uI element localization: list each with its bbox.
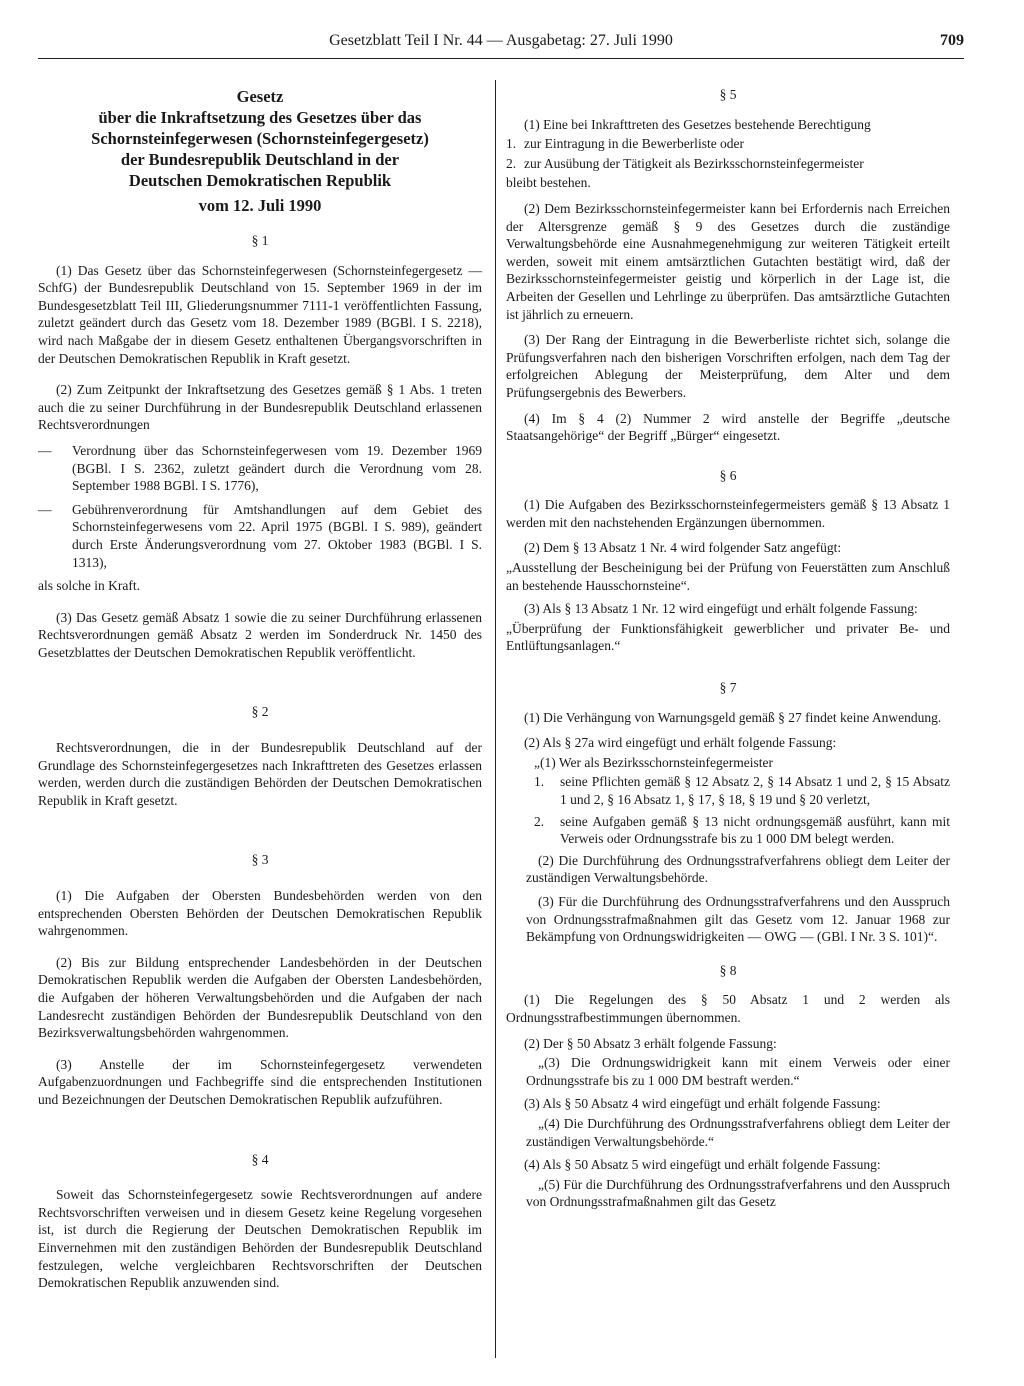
s7-quote-item-text: seine Pflichten gemäß § 12 Absatz 2, § 14 Absatz 1 und 2, § 15 Absatz 1 und 2, § 16 Absatz 1, § 17, § 18, § 19 und § 20 verletzt, bbox=[560, 774, 950, 807]
s1-paragraph-3: (3) Das Gesetz gemäß Absatz 1 sowie die zu seiner Durchführung erlassenen Rechtsverordnungen gemäß Absatz 2 werden im Sonderdruck Nr. 1450 des Gesetzblattes der Deutschen Demokratischen Republik veröffentlicht. bbox=[38, 609, 482, 660]
s6-paragraph-3: (3) Als § 13 Absatz 1 Nr. 12 wird eingefügt und erhält folgende Fassung: bbox=[524, 601, 918, 617]
s7-quote-3: (3) Für die Durchführung des Ordnungsstrafverfahrens und den Ausspruch von Ordnungsstrafmaßnahmen gilt das Gesetz vom 12. Januar 1968 zur Bekämpfung von Ordnungswidrigkeiten — OWG — (GBl. I Nr. 3 S. 101)“. bbox=[526, 893, 950, 945]
s3-paragraph-2: (2) Bis zur Bildung entsprechender Landesbehörden in der Deutschen Demokratischen Republik werden die Aufgaben der Obersten Landesbehörden, die Aufgaben der höheren Verwaltungsbehörden und die Aufgaben der nach Landesrecht zuständigen Behörden der Bundesrepublik Deutschland von den Bezirksverwaltungsbehörden wahrgenommen. bbox=[38, 954, 482, 1041]
s5-paragraph-4: (4) Im § 4 (2) Nummer 2 wird anstelle der Begriffe „deutsche Staatsangehörige“ der Begriff „Bürger“ eingesetzt. bbox=[506, 410, 950, 444]
s1-list-item bbox=[38, 442, 482, 495]
s5-after-list: bleibt bestehen. bbox=[506, 175, 591, 191]
s7-quote-item bbox=[534, 773, 950, 808]
law-title-line: der Bundesrepublik Deutschland in der bbox=[120, 150, 400, 169]
s3-paragraph-3: (3) Anstelle der im Schornsteinfegergesetz verwendeten Aufgabenzuordnungen und Fachbegriffe sind die entsprechenden Institutionen und Bezeichnungen der Deutschen Demokratischen Republik aufzuführen. bbox=[38, 1056, 482, 1107]
left-column bbox=[38, 78, 482, 1300]
right-column bbox=[506, 78, 950, 1217]
s6-quote-2: „Ausstellung der Bescheinigung bei der Prüfung von Feuerstätten zum Anschluß an bestehende Hausschornsteine“. bbox=[506, 560, 950, 593]
s7-quote-item-text: seine Aufgaben gemäß § 13 nicht ordnungsgemäß ausführt, kann mit Verweis oder Ordnungsstrafe bis zu 1 000 DM belegt werden. bbox=[560, 813, 950, 847]
s1-list-item bbox=[38, 501, 482, 571]
section-7-heading: § 7 bbox=[719, 680, 737, 696]
gazette-title: Gesetzblatt Teil I Nr. 44 — Ausgabetag: 27. Juli 1990 bbox=[329, 32, 673, 49]
item-number: 2. bbox=[534, 813, 545, 829]
s5-item-text: zur Ausübung der Tätigkeit als Bezirksschornsteinfegermeister bbox=[524, 155, 864, 171]
s8-paragraph-4: (4) Als § 50 Absatz 5 wird eingefügt und erhält folgende Fassung: bbox=[524, 1157, 881, 1173]
item-number: 1. bbox=[506, 136, 517, 152]
section-5-heading: § 5 bbox=[719, 87, 737, 102]
s7-quote-item bbox=[534, 813, 950, 848]
dash-marker: — bbox=[38, 501, 52, 517]
s8-quote-3: „(4) Die Durchführung des Ordnungsstrafverfahrens obliegt dem Leiter der zuständigen Verwaltungsbehörde.“ bbox=[526, 1115, 950, 1149]
s1-paragraph-2: (2) Zum Zeitpunkt der Inkraftsetzung des Gesetzes gemäß § 1 Abs. 1 treten auch die zu seiner Durchführung in der Bundesrepublik Deutschland erlassenen Rechtsverordnungen bbox=[38, 382, 482, 433]
s5-list-item bbox=[506, 135, 950, 153]
s8-quote-2: „(3) Die Ordnungswidrigkeit kann mit einem Verweis oder einer Ordnungsstrafe bis zu 1 000 DM bestraft werden.“ bbox=[526, 1055, 950, 1088]
s6-quote-3: „Überprüfung der Funktionsfähigkeit gewerblicher und privater Be- und Entlüftungsanlagen.“ bbox=[506, 620, 950, 654]
section-4-heading: § 4 bbox=[251, 1151, 269, 1167]
s7-paragraph-1: (1) Die Verhängung von Warnungsgeld gemäß § 27 findet keine Anwendung. bbox=[524, 709, 942, 725]
page-number: 709 bbox=[940, 32, 964, 49]
s1-paragraph-1: (1) Das Gesetz über das Schornsteinfegerwesen (Schornsteinfegergesetz — SchfG) der Bundesrepublik Deutschland von 15. September 1969 in der im Bundesgesetzblatt Teil III, Gliederungsnummer 7111-1 veröffentlichten Fassung, zuletzt geändert durch das Gesetz vom 18. Dezember 1989 (BGBl. I S. 2218), wird nach Maßgabe der in diesem Gesetz enthaltenen Übergangsvorschriften in der Deutschen Demokratischen Republik in Kraft gesetzt. bbox=[38, 262, 482, 366]
s3-paragraph-1: (1) Die Aufgaben der Obersten Bundesbehörden werden von den entsprechenden Obersten Behörden der Deutschen Demokratischen Republik wahrgenommen. bbox=[38, 888, 482, 939]
item-number: 2. bbox=[506, 155, 517, 171]
s1-item-text: Gebührenverordnung für Amtshandlungen auf dem Gebiet des Schornsteinfegerwesens vom 22. April 1975 (BGBl. I S. 989), geändert durch Erste Änderungsverordnung vom 27. Oktober 1983 (BGBl. I S. 1313), bbox=[72, 501, 482, 570]
s7-paragraph-2: (2) Als § 27a wird eingefügt und erhält folgende Fassung: bbox=[524, 735, 837, 751]
s8-quote-4: „(5) Für die Durchführung des Ordnungsstrafverfahrens und den Ausspruch von Ordnungsstrafmaßnahmen gilt das Gesetz bbox=[526, 1176, 950, 1210]
s5-paragraph-1: (1) Eine bei Inkrafttreten des Gesetzes bestehende Berechtigung bbox=[524, 116, 871, 132]
s1-item-text: Verordnung über das Schornsteinfegerwesen vom 19. Dezember 1969 (BGBl. I S. 2362, zuletzt geändert durch die Verordnung vom 28. September 1988 BGBl. I S. 1776), bbox=[72, 442, 482, 494]
column-divider bbox=[495, 80, 496, 1358]
s5-list-item bbox=[506, 155, 950, 173]
law-date: vom 12. Juli 1990 bbox=[198, 196, 322, 215]
s5-item-text: zur Eintragung in die Bewerberliste oder bbox=[524, 136, 745, 152]
law-title-line: Deutschen Demokratischen Republik bbox=[128, 171, 392, 190]
section-3-heading: § 3 bbox=[251, 852, 269, 868]
dash-marker: — bbox=[38, 442, 52, 458]
s6-paragraph-1: (1) Die Aufgaben des Bezirksschornsteinfegermeisters gemäß § 13 Absatz 1 werden mit den nachstehenden Ergänzungen übernommen. bbox=[506, 497, 950, 530]
s1-after-list: als solche in Kraft. bbox=[38, 578, 140, 594]
law-title-line: Schornsteinfegerwesen (Schornsteinfegergesetz) bbox=[91, 129, 429, 148]
section-6-heading: § 6 bbox=[719, 467, 737, 483]
s7-quote-2: (2) Die Durchführung des Ordnungsstrafverfahrens obliegt dem Leiter der zuständigen Verwaltungsbehörde. bbox=[526, 852, 950, 886]
item-number: 1. bbox=[534, 774, 545, 790]
s5-paragraph-2: (2) Dem Bezirksschornsteinfegermeister kann bei Erfordernis nach Erreichen der Altersgrenze gemäß § 9 des Gesetzes durch die zuständige Verwaltungsbehörde eine Ausnahmegenehmigung zur weiteren Tätigkeit erteilt werden, soweit mit einem amtsärztlichen Gutachten bestätigt wird, daß der Bezirksschornsteinfegermeister geistig und körperlich in der Lage ist, die Arbeiten der Gesellen und Lehrlinge zu überprüfen. Das amtsärztliche Gutachten ist jährlich zu erneuern. bbox=[506, 200, 950, 322]
section-8-heading: § 8 bbox=[719, 962, 737, 978]
law-title-line: über die Inkraftsetzung des Gesetzes über das bbox=[98, 108, 422, 127]
s4-paragraph-1: Soweit das Schornsteinfegergesetz sowie Rechtsverordnungen auf andere Rechtsvorschriften verweisen und in diesem Gesetz keine Regelung vorgesehen ist, ist durch die Regierung der Deutschen Demokratischen Republik im Einvernehmen mit den zuständigen Behörden der Bundesrepublik Deutschland festzulegen, welche vergleichbaren Rechtsvorschriften der Deutschen Demokratischen Republik anzuwenden sind. bbox=[38, 1187, 482, 1291]
law-title bbox=[38, 86, 482, 216]
s8-paragraph-1: (1) Die Regelungen des § 50 Absatz 1 und 2 werden als Ordnungsstrafbestimmungen übernommen. bbox=[506, 992, 950, 1025]
section-2-heading: § 2 bbox=[251, 704, 269, 720]
s7-quote-intro: „(1) Wer als Bezirksschornsteinfegermeister bbox=[534, 754, 773, 770]
s6-paragraph-2: (2) Dem § 13 Absatz 1 Nr. 4 wird folgender Satz angefügt: bbox=[524, 540, 842, 556]
s8-paragraph-3: (3) Als § 50 Absatz 4 wird eingefügt und erhält folgende Fassung: bbox=[524, 1096, 881, 1112]
law-title-line: Gesetz bbox=[236, 87, 284, 106]
section-1-heading: § 1 bbox=[251, 233, 269, 248]
s2-paragraph-1: Rechtsverordnungen, die in der Bundesrepublik Deutschland auf der Grundlage des Schornsteinfegergesetzes nach Inkrafttreten des Gesetzes erlassen werden, werden durch die zuständigen Behörden der Deutschen Demokratischen Republik in Kraft gesetzt. bbox=[38, 740, 482, 808]
s8-paragraph-2: (2) Der § 50 Absatz 3 erhält folgende Fassung: bbox=[524, 1035, 777, 1051]
page-header bbox=[38, 28, 964, 59]
s5-paragraph-3: (3) Der Rang der Eintragung in die Bewerberliste richtet sich, solange die Prüfungsverfahren nach den bisherigen Vorschriften erfolgen, nach dem Tag der erfolgreichen Ablegung der Meisterprüfung, dem Alter und dem Prüfungsergebnis des Bewerbers. bbox=[506, 332, 950, 400]
